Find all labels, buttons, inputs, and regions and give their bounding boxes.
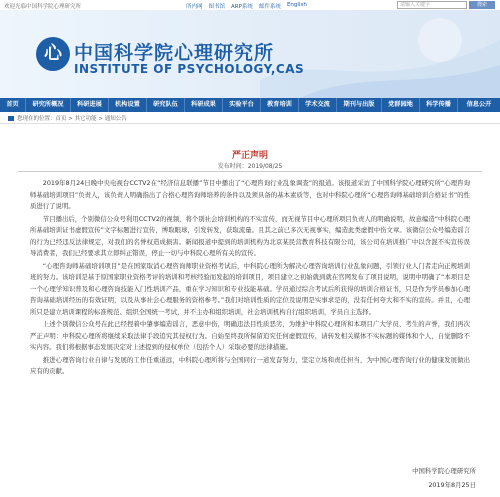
nav-item-disclosure[interactable]: 信息公开 — [466, 101, 492, 108]
nav-item-education[interactable]: 教育培训 — [261, 98, 299, 112]
nav-item-achievements[interactable]: 科研成果 — [185, 98, 223, 112]
top-link-intranet[interactable]: 所内网 — [186, 4, 203, 10]
top-link-library[interactable]: 图书馆 — [208, 4, 226, 10]
nav-item-exchange[interactable]: 学术交流 — [299, 98, 337, 112]
top-links — [186, 2, 307, 10]
logo-icon[interactable]: 心 — [36, 37, 70, 71]
top-link-mail[interactable]: 邮件系统 — [258, 4, 281, 10]
nav-item-overview[interactable]: 研究所概况 — [26, 98, 71, 112]
article-body — [30, 178, 470, 379]
article-date: 发布时间：2019/08/25 — [217, 163, 283, 170]
home-icon — [8, 116, 14, 121]
nav-item-platform[interactable]: 实验平台 — [223, 98, 261, 112]
article-signature — [412, 464, 476, 492]
title-divider — [18, 171, 482, 172]
article-title: 严正声明 — [231, 151, 268, 161]
welcome-text: 欢迎光临中国科学院心理研究所 — [4, 4, 82, 10]
top-link-arp[interactable]: ARP系统 — [231, 4, 253, 10]
signature-org: 中国科学院心理研究所 — [412, 467, 476, 475]
signature-date: 2019年8月25日 — [428, 481, 476, 489]
article-paragraph: “心理咨询师基础培训项目”是在国家取消心理咨询师职业资格考试后，中科院心理所为解决心理咨询培训行业乱象问题，引领行业人门者走向正规培训班的努力。该培训是基于原国家职业资格考评的培训和考核经验而发起的培训项目，项目建立之初始就到就在官网发布了项目说明，说明中明确了“本项目是一个心理学知识普及和心理咨询技能入门性培训产品，重在学习知识和专业技能基础。学员通过综合考试后所获得的培训合格证书，只是作为学员参加心理咨询基础培训经历的有效证明，以及从事社会心理服务的资格参考。”我们对培训性质的定位及说明是实事求是的，没有任何夸大和不实的宣传。并且，心理所只是建立培训课程的标准规范、组织全国统一考试，并不主办和组织培训，社会培训机构自行组织培训，学员自主选择。 — [30, 261, 470, 316]
nav-item-party[interactable]: 党群园地 — [382, 98, 420, 112]
banner-decoration — [260, 10, 500, 98]
article-paragraph: 节目播出后，个别微信公众号利用CCTV2的视频，将个别社会培训机构的不实宣传，而无视节目中心理所项目负责人的明确说明，故意编造“中科院心理所基础培训证书虚假宣传”文字标题进行宣传，博取眼球，引发转发，获取流量。且其之前已多次无视事实，编造此类虚假中伤文章。该微信公众号编造谣言的行为已经违反法律规定，对我们的名誉权造成损害。新闻报道中提到的培训机构为北京某民营教育科技有限公司，该公司在培训推广中以含混不实宣传误导消费者，我们已经要求其立即纠正错误，停止一切与中科院心理所有关的宣传。 — [30, 214, 470, 257]
article-paragraph: 上述个别微信公众号在此已经捏着中肇事编造谣言，恶意中伤，明确违法目性质恶劣，为维护中科院心理所和本项目广大学员、考生的声誉，我们再次严正声明：中科院心理所将继续采取法律手段追究其侵权行为。自始至终我所保留追究任何虚假宣传，请转发相关媒体不实标题的媒体和个人，自觉删除不实内容。我们将根据事态发展决定对上述提到的侵权单位（包括个人）采取必要的法律措施。 — [30, 320, 470, 351]
search-button[interactable]: 搜索 — [469, 1, 495, 9]
nav-item-journals[interactable]: 期刊与出版 — [337, 98, 382, 112]
header-banner — [0, 10, 500, 98]
search-input[interactable]: 请输入关键字 — [397, 1, 467, 9]
article-paragraph: 2019年8月24日晚中央电视台CCTV2在“经济信息联播”节目中播出了“心理咨询行业乱象调查”的报道。该报道采访了中国科学院心理研究所“心理咨询师基础培训项目”负责人，该负责人明确指出了合格心理咨询师培养的条件以及须具备的基本素质等，也对中科院心理所“心理咨询师基础培训合格证书”的性质进行了说明。 — [30, 179, 470, 210]
site-title-cn: 中国科学院心理研究所 — [74, 42, 275, 64]
main-nav — [0, 98, 500, 112]
top-link-english[interactable]: English — [286, 2, 307, 8]
nav-item-departments[interactable]: 机构设置 — [109, 98, 147, 112]
nav-item-research[interactable]: 科研进展 — [71, 98, 109, 112]
breadcrumb-text[interactable]: 您现在的位置：首页 > 其它功能 > 通知公告 — [17, 116, 127, 122]
nav-item-home[interactable]: 首页 — [0, 98, 26, 112]
nav-item-team[interactable]: 研究队伍 — [147, 98, 185, 112]
top-bar — [0, 0, 500, 10]
nav-item-outreach[interactable]: 科学传播 — [420, 98, 458, 112]
article-paragraph: 推进心理咨询行业自律与发展的工作任重道远，中科院心理所将与全国同行一道发奋努力，坚定立场和责任担当，为中国心理咨询行业的健康发展做出应有的贡献。 — [30, 355, 470, 375]
site-title-en: INSTITUTE OF PSYCHOLOGY,CAS — [74, 62, 305, 76]
breadcrumb — [0, 114, 500, 124]
